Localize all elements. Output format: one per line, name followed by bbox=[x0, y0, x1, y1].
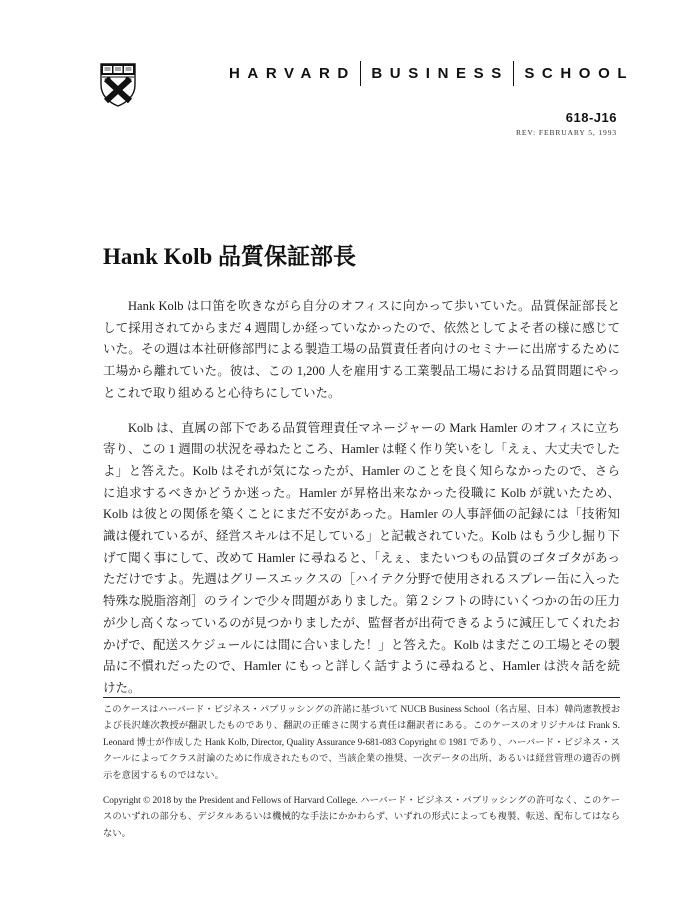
body-paragraph: Kolb は、直属の部下である品質管理責任マネージャーの Mark Hamler のオフィスに立ち寄り、この 1 週間の状況を尋ねたところ、Hamler は軽く作り笑いをし「えぇ、大丈夫でしたよ」と答えた。Kolb はそれが気になったが、Hamler のことを良く知らなかったので、さらに追求するべきかどうか迷った。Hamler が昇格出来なかった役職に Kolb が就いたため、Kolb は彼との関係を築くことにまだ不安があった。Hamler の人事評価の記録には「技術知識は優れているが、経営スキルは不足している」と記載されていた。Kolb はもう少し掘り下げて聞く事にして、改めて Hamler に尋ねると、「えぇ、またいつもの品質のゴタゴタがあっただけですよ。先週はグリースエックスの［ハイテク分野で使用されるスプレー缶に入った特殊な脱脂溶剤］のラインで少々問題がありました。第２シフトの時にいくつかの缶の圧力が少し高くなっているのが見つかりましたが、監督者が出荷できるように減圧してくれたおかげで、配送スケジュールには間に合いました！」と答えた。Kolb はまだこの工場とその製品に不慣れだったので、Hamler にもっと詳しく話すように尋ねると、Hamler は渋々話を続けた。 bbox=[103, 420, 620, 695]
body-paragraph: Hank Kolb は口笛を吹きながら自分のオフィスに向かって歩いていた。品質保証部長として採用されてからまだ 4 週間しか経っていなかったので、依然としてよそ者の様に感じていた。その週は本社研修部門による製造工場の品質責任者向けのセミナーに出席するために工場から離れていた。彼は、この 1,200 人を雇用する工業製品工場における品質問題にやっとこれで取り組めると心待ちにしていた。 bbox=[103, 299, 620, 400]
copyright-note: Copyright © 2018 by the President and Fellows of Harvard College. ハーバード・ビジネス・パブリッシングの許可なく、このケースのいずれの部分も、デジタルあるいは機械的な手法にかかわらず、いずれの形式によっても複製、転送、配布してはならない。 bbox=[103, 796, 620, 839]
masthead-school: SCHOOL bbox=[524, 64, 635, 82]
translation-note: このケースはハーバード・ビジネス・パブリッシングの許諾に基づいて NUCB Business School（名古屋、日本）韓尚憲教授および長沢雄次教授が翻訳したものであり、翻訳の正確さに関する責任は翻訳者にある。このケースのオリジナルは Frank S. Leonard 博士が作成した Hank Kolb, Director, Quality Assurance 9-681-083 Copyright © 1981 であり、ハーバード・ビジネス・スクールによってクラス討論のために作成されたもので、当該企業の推奨、一次データの出所、あるいは経営管理の適否の例示を意図するものではない。 bbox=[103, 705, 620, 781]
masthead-divider bbox=[513, 61, 515, 86]
revision-date: REV: FEBRUARY 5, 1993 bbox=[516, 128, 617, 137]
masthead bbox=[229, 62, 634, 84]
document-title: Hank Kolb 品質保証部長 bbox=[103, 244, 357, 269]
harvard-shield-icon bbox=[100, 63, 136, 107]
document-body bbox=[103, 296, 620, 713]
masthead-business: BUSINESS bbox=[371, 64, 509, 82]
case-number: 618-J16 bbox=[565, 110, 617, 125]
footer-divider bbox=[103, 697, 620, 698]
masthead-divider bbox=[360, 61, 362, 86]
masthead-harvard: HARVARD bbox=[229, 64, 356, 82]
footer-notes bbox=[103, 702, 620, 851]
